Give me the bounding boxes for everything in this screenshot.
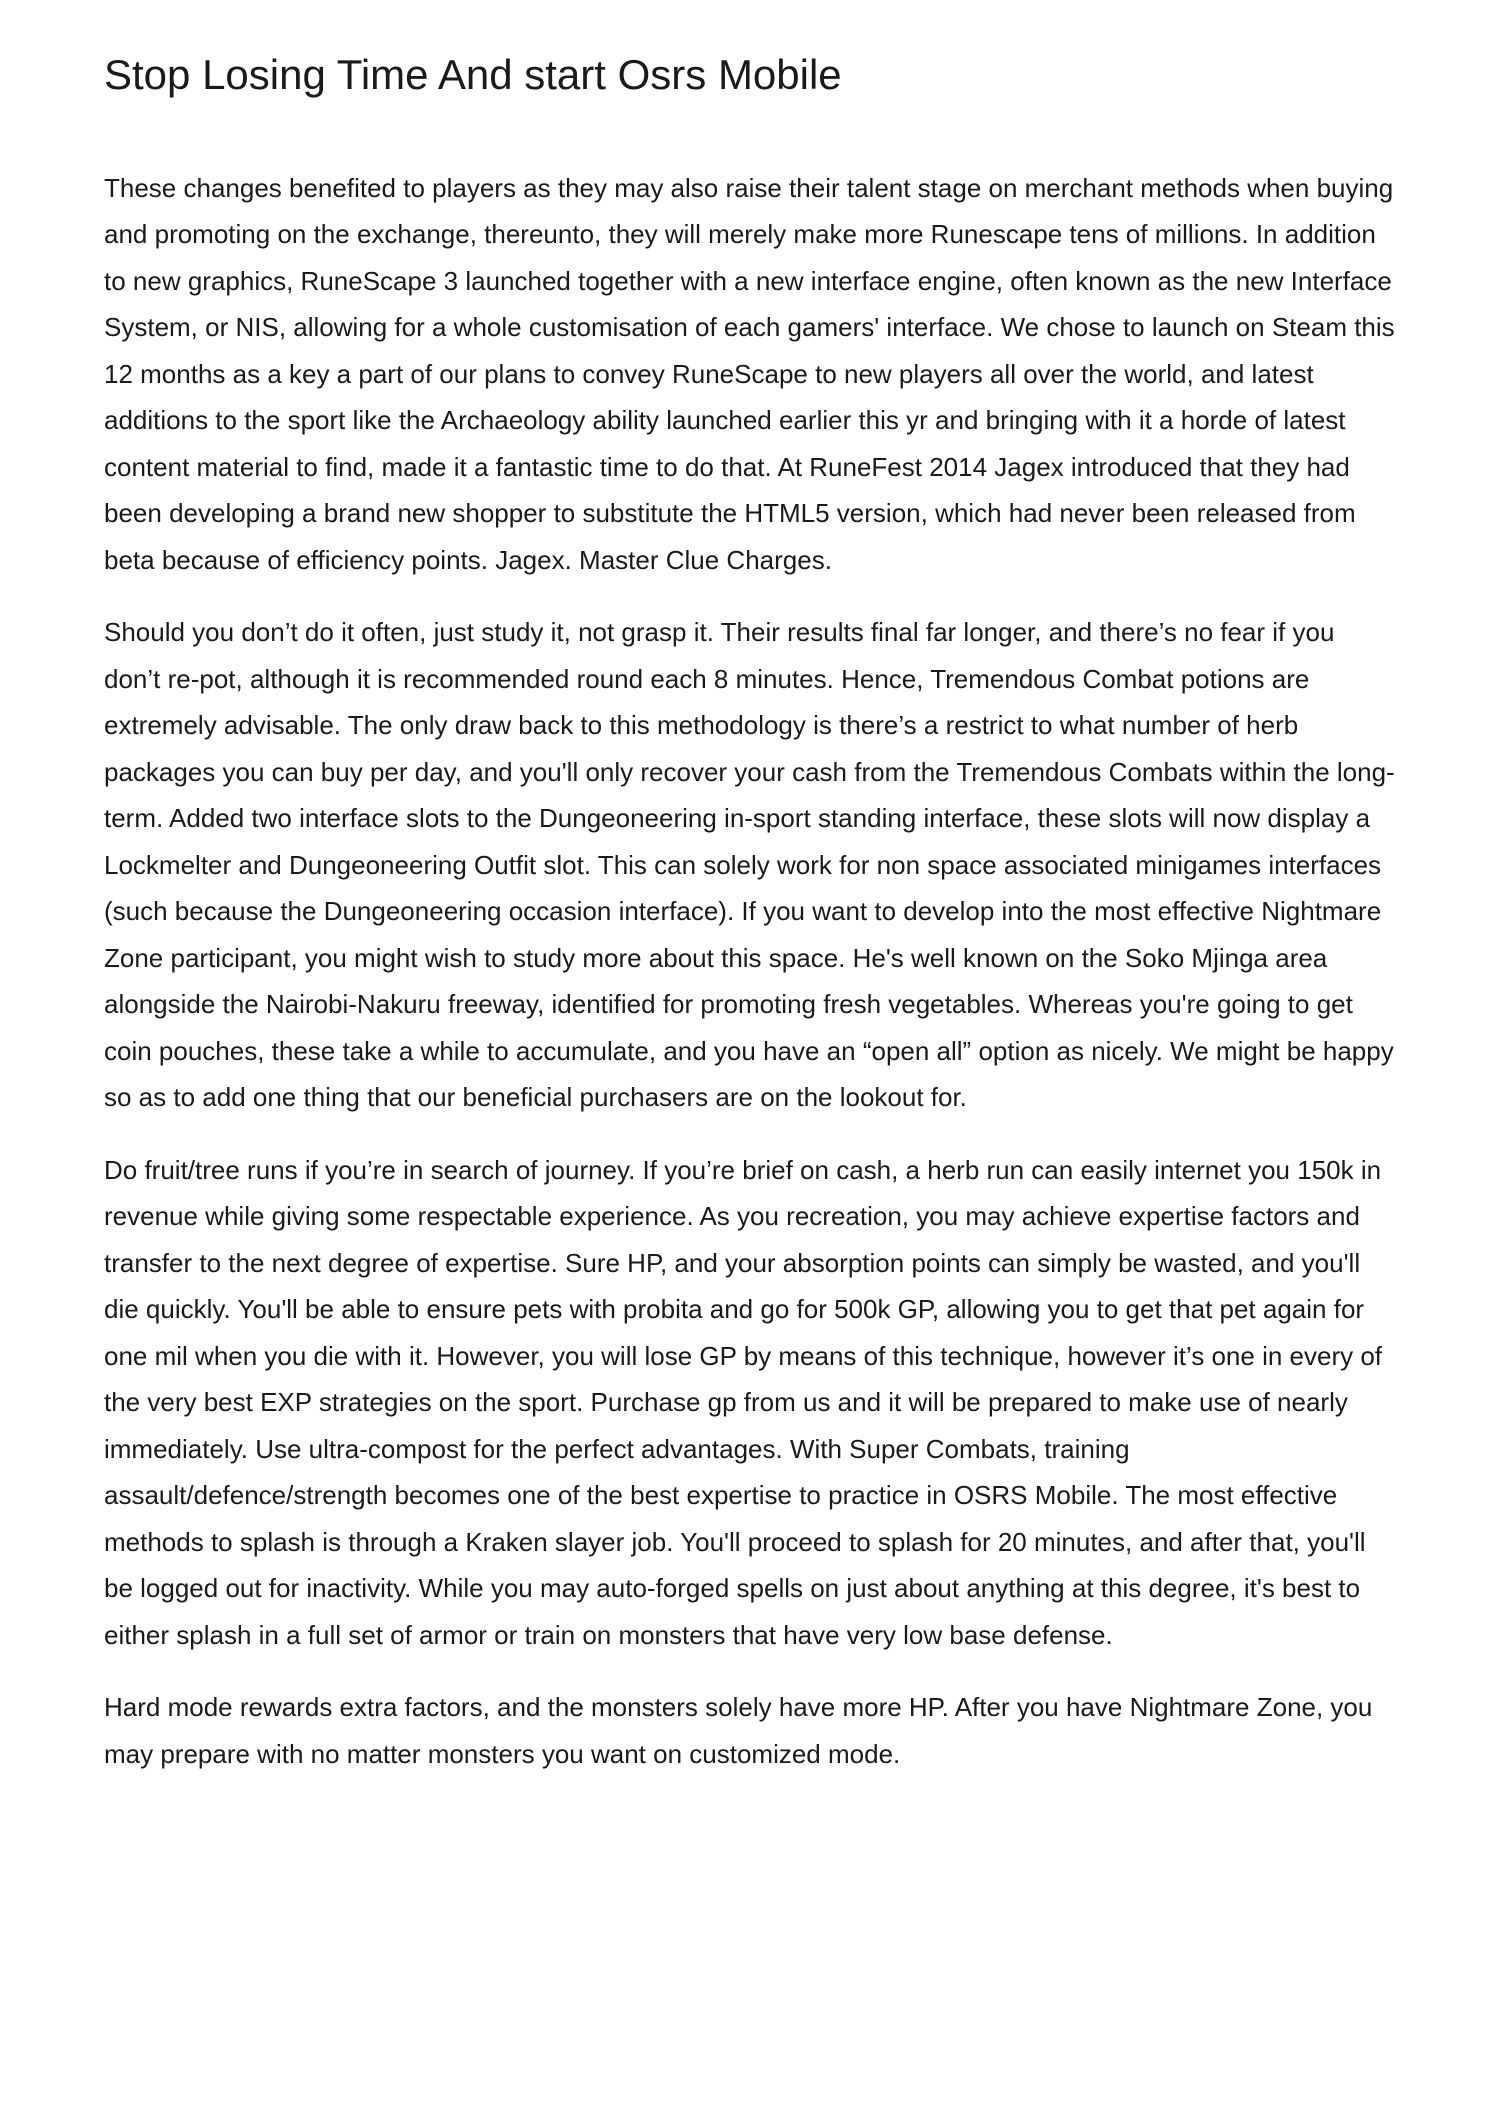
article-paragraph-3: Do fruit/tree runs if you’re in search of journey. If you’re brief on cash, a herb run can easily internet you 150k in revenue while giving some respectable experience. As you recreation, you may achieve expertise factors and transfer to the next degree of expertise. Sure HP, and your absorption points can simply be wasted, and you'll die quickly. You'll be able to ensure pets with probita and go for 500k GP, allowing you to get that pet again for one mil when you die with it. However, you will lose GP by means of this technique, however it’s one in every of the very best EXP strategies on the sport. Purchase gp from us and it will be prepared to make use of nearly immediately. Use ultra-compost for the perfect advantages. With Super Combats, training assault/defence/strength becomes one of the best expertise to practice in OSRS Mobile. The most effective methods to splash is through a Kraken slayer job. You'll proceed to splash for 20 minutes, and after that, you'll be logged out for inactivity. While you may auto-forged spells on just about anything at this degree, it's best to either splash in a full set of armor or train on monsters that have very low base defense.	[104, 1154, 1383, 1650]
article-paragraph-1: These changes benefited to players as they may also raise their talent stage on merchant methods when buying and promoting on the exchange, thereunto, they will merely make more Runescape tens of millions. In addition to new graphics, RuneScape 3 launched together with a new interface engine, often known as the new Interface System, or NIS, allowing for a whole customisation of each gamers' interface. We chose to launch on Steam this 12 months as a key a part of our plans to convey RuneScape to new players all over the world, and latest additions to the sport like the Archaeology ability launched earlier this yr and bringing with it a horde of latest content material to find, made it a fantastic time to do that. At RuneFest 2014 Jagex introduced that they had been developing a brand new shopper to substitute the HTML5 version, which had never been released from beta because of efficiency points. Jagex. Master Clue Charges.	[104, 172, 1395, 575]
article-paragraph-4: Hard mode rewards extra factors, and the monsters solely have more HP. After you have Nightmare Zone, you may prepare with no matter monsters you want on customized mode.	[104, 1692, 1373, 1769]
page-title: Stop Losing Time And start Osrs Mobile	[104, 51, 842, 98]
article-paragraph-2: Should you don’t do it often, just study it, not grasp it. Their results final far longer, and there’s no fear if you don’t re-pot, although it is recommended round each 8 minutes. Hence, Tremendous Combat potions are extremely advisable. The only draw back to this methodology is there’s a restrict to what number of herb packages you can buy per day, and you'll only recover your cash from the Tremendous Combats within the long-term. Added two interface slots to the Dungeoneering in-sport standing interface, these slots will now display a Lockmelter and Dungeoneering Outfit slot. This can solely work for non space associated minigames interfaces (such because the Dungeoneering occasion interface). If you want to develop into the most effective Nightmare Zone participant, you might wish to study more about this space. He's well known on the Soko Mjinga area alongside the Nairobi-Nakuru freeway, identified for promoting fresh vegetables. Whereas you're going to get coin pouches, these take a while to accumulate, and you have an “open all” option as nicely. We might be happy so as to add one thing that our beneficial purchasers are on the lookout for.	[104, 617, 1395, 1113]
